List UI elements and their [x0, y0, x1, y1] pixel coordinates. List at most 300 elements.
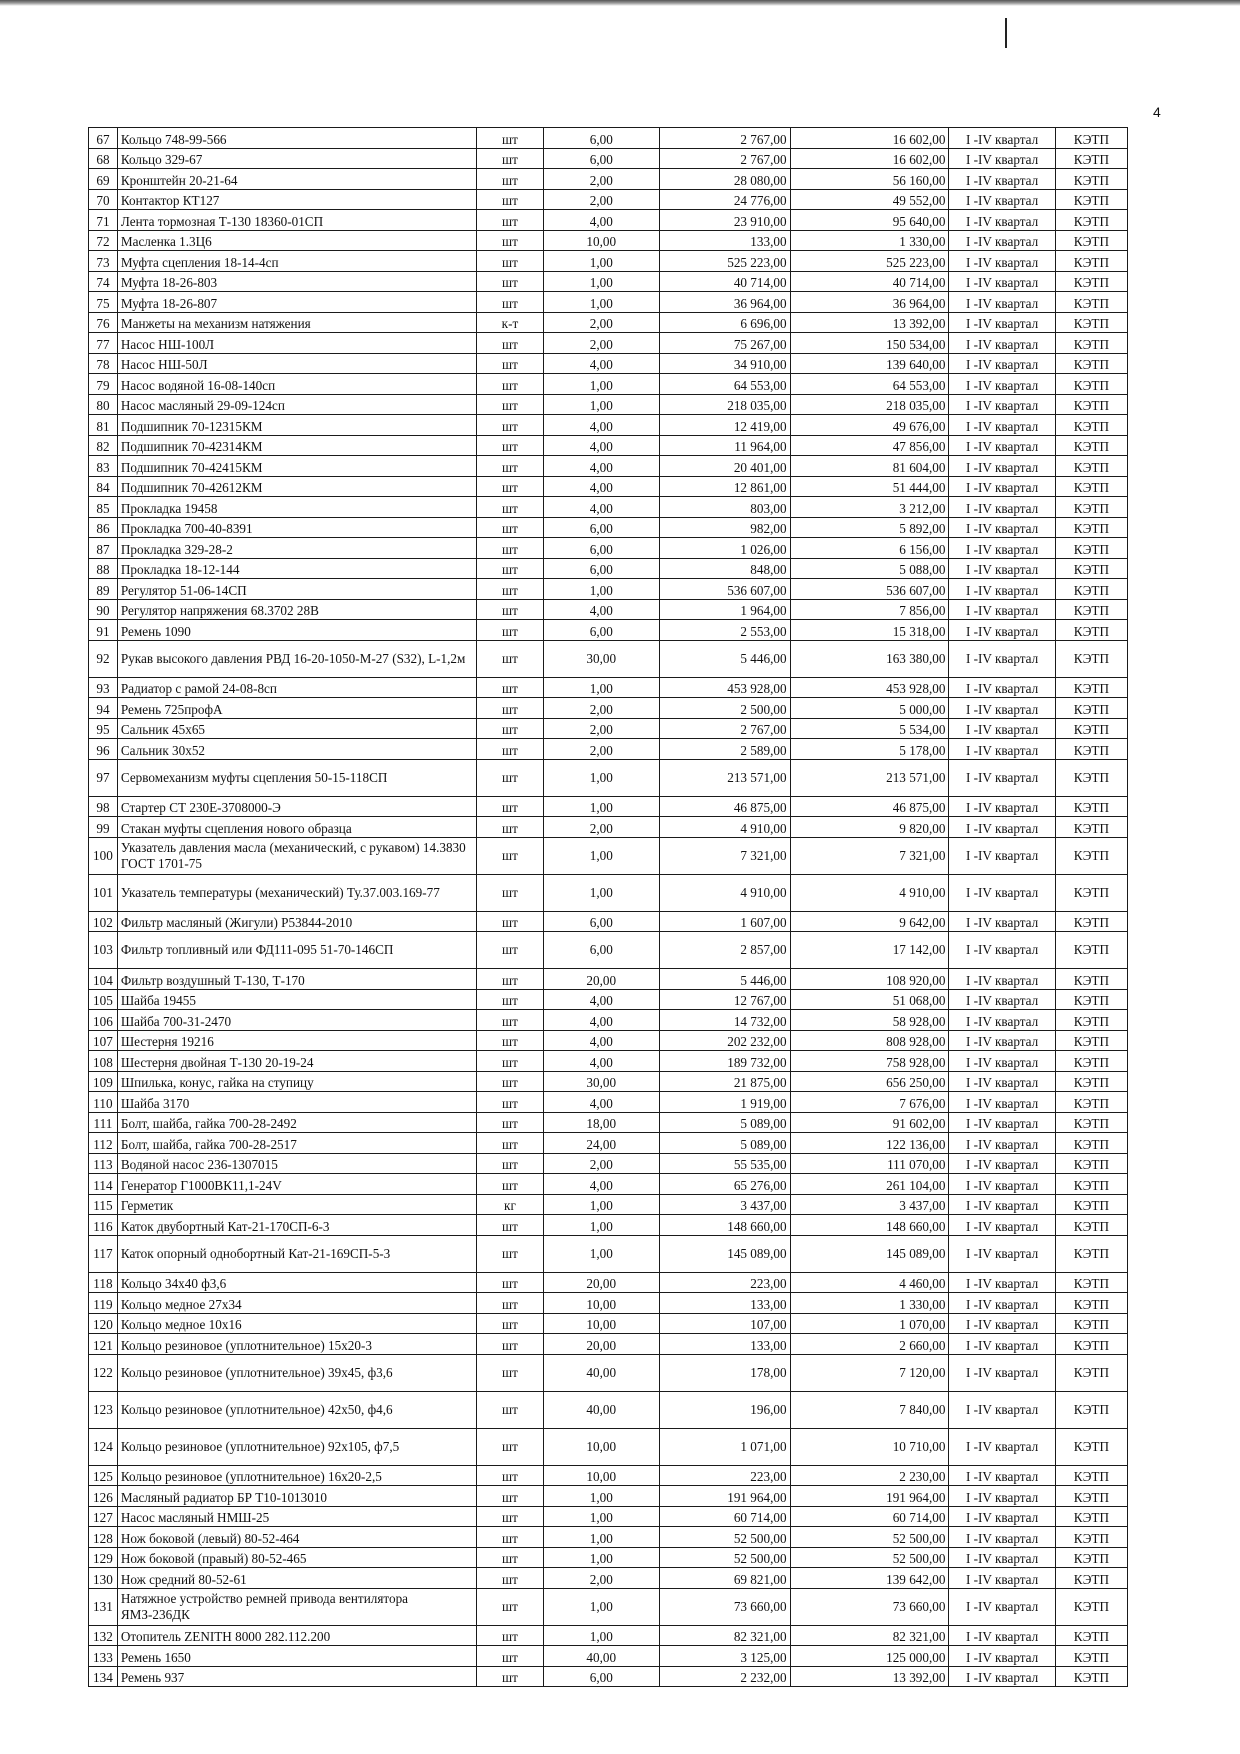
row-number: 132: [89, 1625, 118, 1646]
delivery-period-cell: I -IV квартал: [949, 1465, 1055, 1486]
quantity-cell: 6,00: [543, 932, 659, 969]
row-number: 106: [89, 1010, 118, 1031]
row-number: 116: [89, 1215, 118, 1236]
row-number: 115: [89, 1194, 118, 1215]
delivery-period-cell: I -IV квартал: [949, 394, 1055, 415]
quantity-cell: 6,00: [543, 1666, 659, 1687]
item-name: Контактор КТ127: [117, 189, 476, 210]
unit-cell: шт: [476, 353, 543, 374]
total-cell: 125 000,00: [790, 1646, 949, 1667]
table-row: [89, 476, 1128, 497]
quantity-cell: 2,00: [543, 698, 659, 719]
delivery-period-cell: I -IV квартал: [949, 599, 1055, 620]
recipient-cell: КЭТП: [1055, 1313, 1127, 1334]
unit-cell: шт: [476, 497, 543, 518]
row-number: 82: [89, 435, 118, 456]
table-row: [89, 837, 1128, 874]
row-number: 97: [89, 759, 118, 796]
delivery-period-cell: I -IV квартал: [949, 1272, 1055, 1293]
price-cell: 2 553,00: [659, 620, 790, 641]
item-name: Прокладка 19458: [117, 497, 476, 518]
row-number: 80: [89, 394, 118, 415]
delivery-period-cell: I -IV квартал: [949, 210, 1055, 231]
item-name: Прокладка 329-28-2: [117, 538, 476, 559]
total-cell: 145 089,00: [790, 1235, 949, 1272]
recipient-cell: КЭТП: [1055, 1428, 1127, 1465]
delivery-period-cell: I -IV квартал: [949, 911, 1055, 932]
item-name: Ремень 725профА: [117, 698, 476, 719]
row-number: 71: [89, 210, 118, 231]
total-cell: 5 534,00: [790, 718, 949, 739]
item-name: Насос водяной 16-08-140сп: [117, 374, 476, 395]
total-cell: 150 534,00: [790, 333, 949, 354]
item-name: Кольцо 34х40 ф3,6: [117, 1272, 476, 1293]
price-cell: 34 910,00: [659, 353, 790, 374]
unit-cell: шт: [476, 1588, 543, 1625]
total-cell: 3 437,00: [790, 1194, 949, 1215]
row-number: 101: [89, 874, 118, 911]
delivery-period-cell: I -IV квартал: [949, 1235, 1055, 1272]
quantity-cell: 4,00: [543, 1051, 659, 1072]
price-cell: 1 919,00: [659, 1092, 790, 1113]
quantity-cell: 2,00: [543, 1568, 659, 1589]
recipient-cell: КЭТП: [1055, 1666, 1127, 1687]
price-cell: 1 607,00: [659, 911, 790, 932]
price-cell: 75 267,00: [659, 333, 790, 354]
row-number: 84: [89, 476, 118, 497]
price-cell: 213 571,00: [659, 759, 790, 796]
quantity-cell: 4,00: [543, 435, 659, 456]
quantity-cell: 4,00: [543, 353, 659, 374]
recipient-cell: КЭТП: [1055, 599, 1127, 620]
total-cell: 261 104,00: [790, 1174, 949, 1195]
unit-cell: шт: [476, 698, 543, 719]
table-row: [89, 1354, 1128, 1391]
quantity-cell: 2,00: [543, 312, 659, 333]
unit-cell: шт: [476, 517, 543, 538]
delivery-period-cell: I -IV квартал: [949, 374, 1055, 395]
total-cell: 139 640,00: [790, 353, 949, 374]
delivery-period-cell: I -IV квартал: [949, 169, 1055, 190]
item-name: Болт, шайба, гайка 700-28-2517: [117, 1133, 476, 1154]
quantity-cell: 2,00: [543, 817, 659, 838]
table-row: [89, 1272, 1128, 1293]
row-number: 94: [89, 698, 118, 719]
total-cell: 7 840,00: [790, 1391, 949, 1428]
delivery-period-cell: I -IV квартал: [949, 989, 1055, 1010]
total-cell: 758 928,00: [790, 1051, 949, 1072]
table-row: [89, 620, 1128, 641]
quantity-cell: 1,00: [543, 579, 659, 600]
quantity-cell: 4,00: [543, 415, 659, 436]
price-cell: 1 071,00: [659, 1428, 790, 1465]
recipient-cell: КЭТП: [1055, 1391, 1127, 1428]
item-name: Сальник 45х65: [117, 718, 476, 739]
unit-cell: шт: [476, 394, 543, 415]
quantity-cell: 6,00: [543, 538, 659, 559]
delivery-period-cell: I -IV квартал: [949, 1428, 1055, 1465]
price-cell: 1 026,00: [659, 538, 790, 559]
total-cell: 56 160,00: [790, 169, 949, 190]
quantity-cell: 1,00: [543, 1486, 659, 1507]
total-cell: 213 571,00: [790, 759, 949, 796]
price-cell: 148 660,00: [659, 1215, 790, 1236]
delivery-period-cell: I -IV квартал: [949, 1313, 1055, 1334]
price-cell: 107,00: [659, 1313, 790, 1334]
price-cell: 55 535,00: [659, 1153, 790, 1174]
recipient-cell: КЭТП: [1055, 1174, 1127, 1195]
delivery-period-cell: I -IV квартал: [949, 1666, 1055, 1687]
table-row: [89, 599, 1128, 620]
table-row: [89, 989, 1128, 1010]
recipient-cell: КЭТП: [1055, 698, 1127, 719]
item-name: Лента тормозная Т-130 18360-01СП: [117, 210, 476, 231]
price-cell: 7 321,00: [659, 837, 790, 874]
table-row: [89, 739, 1128, 760]
table-row: [89, 1568, 1128, 1589]
row-number: 130: [89, 1568, 118, 1589]
delivery-period-cell: I -IV квартал: [949, 1486, 1055, 1507]
quantity-cell: 1,00: [543, 1527, 659, 1548]
table-row: [89, 1646, 1128, 1667]
delivery-period-cell: I -IV квартал: [949, 1010, 1055, 1031]
item-name: Насос масляный НМШ-25: [117, 1506, 476, 1527]
row-number: 99: [89, 817, 118, 838]
price-cell: 6 696,00: [659, 312, 790, 333]
unit-cell: шт: [476, 415, 543, 436]
unit-cell: шт: [476, 718, 543, 739]
total-cell: 808 928,00: [790, 1030, 949, 1051]
row-number: 67: [89, 128, 118, 149]
item-name: Прокладка 18-12-144: [117, 558, 476, 579]
unit-cell: шт: [476, 1235, 543, 1272]
recipient-cell: КЭТП: [1055, 292, 1127, 313]
total-cell: 13 392,00: [790, 1666, 949, 1687]
price-cell: 525 223,00: [659, 251, 790, 272]
item-name: Радиатор с рамой 24-08-8сп: [117, 677, 476, 698]
recipient-cell: КЭТП: [1055, 759, 1127, 796]
row-number: 121: [89, 1334, 118, 1355]
recipient-cell: КЭТП: [1055, 210, 1127, 231]
delivery-period-cell: I -IV квартал: [949, 1391, 1055, 1428]
delivery-period-cell: I -IV квартал: [949, 837, 1055, 874]
table-row: [89, 1313, 1128, 1334]
total-cell: 51 444,00: [790, 476, 949, 497]
delivery-period-cell: I -IV квартал: [949, 1092, 1055, 1113]
total-cell: 7 676,00: [790, 1092, 949, 1113]
total-cell: 4 910,00: [790, 874, 949, 911]
price-cell: 189 732,00: [659, 1051, 790, 1072]
item-name: Подшипник 70-42612КМ: [117, 476, 476, 497]
total-cell: 64 553,00: [790, 374, 949, 395]
price-cell: 133,00: [659, 230, 790, 251]
delivery-period-cell: I -IV квартал: [949, 874, 1055, 911]
row-number: 125: [89, 1465, 118, 1486]
table-row: [89, 558, 1128, 579]
recipient-cell: КЭТП: [1055, 1133, 1127, 1154]
unit-cell: шт: [476, 1051, 543, 1072]
item-name: Водяной насос 236-1307015: [117, 1153, 476, 1174]
table-row: [89, 148, 1128, 169]
recipient-cell: КЭТП: [1055, 476, 1127, 497]
quantity-cell: 10,00: [543, 1313, 659, 1334]
total-cell: 9 820,00: [790, 817, 949, 838]
delivery-period-cell: I -IV квартал: [949, 1030, 1055, 1051]
delivery-period-cell: I -IV квартал: [949, 739, 1055, 760]
item-name: Шестерня 19216: [117, 1030, 476, 1051]
table-row: [89, 1527, 1128, 1548]
delivery-period-cell: I -IV квартал: [949, 932, 1055, 969]
recipient-cell: КЭТП: [1055, 1506, 1127, 1527]
row-number: 95: [89, 718, 118, 739]
quantity-cell: 20,00: [543, 1334, 659, 1355]
total-cell: 73 660,00: [790, 1588, 949, 1625]
row-number: 98: [89, 796, 118, 817]
total-cell: 91 602,00: [790, 1112, 949, 1133]
recipient-cell: КЭТП: [1055, 1465, 1127, 1486]
unit-cell: шт: [476, 1215, 543, 1236]
quantity-cell: 4,00: [543, 476, 659, 497]
row-number: 105: [89, 989, 118, 1010]
total-cell: 47 856,00: [790, 435, 949, 456]
recipient-cell: КЭТП: [1055, 1235, 1127, 1272]
total-cell: 536 607,00: [790, 579, 949, 600]
item-name: Кольцо резиновое (уплотнительное) 92х105, ф7,5: [117, 1428, 476, 1465]
recipient-cell: КЭТП: [1055, 1625, 1127, 1646]
delivery-period-cell: I -IV квартал: [949, 1194, 1055, 1215]
quantity-cell: 30,00: [543, 640, 659, 677]
price-cell: 46 875,00: [659, 796, 790, 817]
total-cell: 139 642,00: [790, 1568, 949, 1589]
unit-cell: шт: [476, 230, 543, 251]
table-row: [89, 1030, 1128, 1051]
item-name: Сальник 30х52: [117, 739, 476, 760]
item-name: Насос масляный 29-09-124сп: [117, 394, 476, 415]
recipient-cell: КЭТП: [1055, 1092, 1127, 1113]
table-row: [89, 1486, 1128, 1507]
item-name: Каток опорный однобортный Кат-21-169СП-5-3: [117, 1235, 476, 1272]
delivery-period-cell: I -IV квартал: [949, 1215, 1055, 1236]
total-cell: 5 892,00: [790, 517, 949, 538]
row-number: 88: [89, 558, 118, 579]
total-cell: 1 330,00: [790, 1293, 949, 1314]
quantity-cell: 30,00: [543, 1071, 659, 1092]
recipient-cell: КЭТП: [1055, 1112, 1127, 1133]
price-cell: 11 964,00: [659, 435, 790, 456]
item-name: Кронштейн 20-21-64: [117, 169, 476, 190]
recipient-cell: КЭТП: [1055, 837, 1127, 874]
item-name: Стартер СТ 230Е-3708000-Э: [117, 796, 476, 817]
price-cell: 5 089,00: [659, 1133, 790, 1154]
row-number: 111: [89, 1112, 118, 1133]
table-row: [89, 1506, 1128, 1527]
table-row: [89, 169, 1128, 190]
item-name: Муфта 18-26-803: [117, 271, 476, 292]
unit-cell: шт: [476, 210, 543, 231]
unit-cell: к-т: [476, 312, 543, 333]
recipient-cell: КЭТП: [1055, 620, 1127, 641]
price-cell: 453 928,00: [659, 677, 790, 698]
table-row: [89, 1194, 1128, 1215]
total-cell: 16 602,00: [790, 128, 949, 149]
item-name: Болт, шайба, гайка 700-28-2492: [117, 1112, 476, 1133]
item-name: Шестерня двойная Т-130 20-19-24: [117, 1051, 476, 1072]
table-row: [89, 1465, 1128, 1486]
item-name: Герметик: [117, 1194, 476, 1215]
recipient-cell: КЭТП: [1055, 333, 1127, 354]
quantity-cell: 1,00: [543, 796, 659, 817]
total-cell: 58 928,00: [790, 1010, 949, 1031]
total-cell: 1 070,00: [790, 1313, 949, 1334]
table-row: [89, 698, 1128, 719]
total-cell: 5 088,00: [790, 558, 949, 579]
price-cell: 223,00: [659, 1272, 790, 1293]
recipient-cell: КЭТП: [1055, 1051, 1127, 1072]
quantity-cell: 18,00: [543, 1112, 659, 1133]
delivery-period-cell: I -IV квартал: [949, 1527, 1055, 1548]
item-name: Ремень 1090: [117, 620, 476, 641]
price-cell: 133,00: [659, 1334, 790, 1355]
item-name: Кольцо резиновое (уплотнительное) 15х20-3: [117, 1334, 476, 1355]
quantity-cell: 4,00: [543, 989, 659, 1010]
quantity-cell: 2,00: [543, 189, 659, 210]
table-row: [89, 1666, 1128, 1687]
total-cell: 191 964,00: [790, 1486, 949, 1507]
row-number: 76: [89, 312, 118, 333]
unit-cell: шт: [476, 989, 543, 1010]
table-row: [89, 579, 1128, 600]
price-cell: 82 321,00: [659, 1625, 790, 1646]
table-row: [89, 538, 1128, 559]
recipient-cell: КЭТП: [1055, 1486, 1127, 1507]
unit-cell: шт: [476, 1174, 543, 1195]
quantity-cell: 1,00: [543, 1194, 659, 1215]
item-name: Сервомеханизм муфты сцепления 50-15-118СП: [117, 759, 476, 796]
total-cell: 7 321,00: [790, 837, 949, 874]
price-cell: 5 446,00: [659, 640, 790, 677]
item-name: Насос НШ-100Л: [117, 333, 476, 354]
unit-cell: шт: [476, 677, 543, 698]
row-number: 86: [89, 517, 118, 538]
total-cell: 218 035,00: [790, 394, 949, 415]
unit-cell: шт: [476, 1465, 543, 1486]
item-name: Шайба 19455: [117, 989, 476, 1010]
delivery-period-cell: I -IV квартал: [949, 1568, 1055, 1589]
row-number: 73: [89, 251, 118, 272]
quantity-cell: 1,00: [543, 759, 659, 796]
item-name: Кольцо медное 10х16: [117, 1313, 476, 1334]
total-cell: 52 500,00: [790, 1527, 949, 1548]
delivery-period-cell: I -IV квартал: [949, 1071, 1055, 1092]
table-row: [89, 1547, 1128, 1568]
item-name: Масляный радиатор БР Т10-1013010: [117, 1486, 476, 1507]
row-number: 113: [89, 1153, 118, 1174]
delivery-period-cell: I -IV квартал: [949, 435, 1055, 456]
recipient-cell: КЭТП: [1055, 1030, 1127, 1051]
price-cell: 178,00: [659, 1354, 790, 1391]
item-name: Отопитель ZENITH 8000 282.112.200: [117, 1625, 476, 1646]
unit-cell: шт: [476, 932, 543, 969]
total-cell: 10 710,00: [790, 1428, 949, 1465]
table-row: [89, 817, 1128, 838]
unit-cell: шт: [476, 435, 543, 456]
recipient-cell: КЭТП: [1055, 1153, 1127, 1174]
quantity-cell: 4,00: [543, 456, 659, 477]
item-name: Манжеты на механизм натяжения: [117, 312, 476, 333]
total-cell: 2 660,00: [790, 1334, 949, 1355]
unit-cell: шт: [476, 579, 543, 600]
row-number: 77: [89, 333, 118, 354]
row-number: 87: [89, 538, 118, 559]
items-table: [88, 127, 1128, 1687]
unit-cell: шт: [476, 1313, 543, 1334]
quantity-cell: 6,00: [543, 911, 659, 932]
row-number: 91: [89, 620, 118, 641]
recipient-cell: КЭТП: [1055, 677, 1127, 698]
unit-cell: шт: [476, 817, 543, 838]
recipient-cell: КЭТП: [1055, 558, 1127, 579]
total-cell: 95 640,00: [790, 210, 949, 231]
item-name: Натяжное устройство ремней привода вентилятора ЯМЗ-236ДК: [117, 1588, 476, 1625]
price-cell: 23 910,00: [659, 210, 790, 231]
total-cell: 49 552,00: [790, 189, 949, 210]
row-number: 128: [89, 1527, 118, 1548]
table-row: [89, 640, 1128, 677]
table-row: [89, 230, 1128, 251]
unit-cell: шт: [476, 837, 543, 874]
delivery-period-cell: I -IV квартал: [949, 189, 1055, 210]
unit-cell: шт: [476, 1391, 543, 1428]
price-cell: 1 964,00: [659, 599, 790, 620]
item-name: Нож боковой (левый) 80-52-464: [117, 1527, 476, 1548]
price-cell: 14 732,00: [659, 1010, 790, 1031]
unit-cell: шт: [476, 1071, 543, 1092]
item-name: Ремень 937: [117, 1666, 476, 1687]
total-cell: 7 120,00: [790, 1354, 949, 1391]
total-cell: 3 212,00: [790, 497, 949, 518]
quantity-cell: 1,00: [543, 1215, 659, 1236]
row-number: 108: [89, 1051, 118, 1072]
recipient-cell: КЭТП: [1055, 189, 1127, 210]
price-cell: 133,00: [659, 1293, 790, 1314]
item-name: Кольцо 329-67: [117, 148, 476, 169]
unit-cell: шт: [476, 911, 543, 932]
recipient-cell: КЭТП: [1055, 435, 1127, 456]
delivery-period-cell: I -IV квартал: [949, 1051, 1055, 1072]
item-name: Шпилька, конус, гайка на ступицу: [117, 1071, 476, 1092]
unit-cell: шт: [476, 538, 543, 559]
recipient-cell: КЭТП: [1055, 1547, 1127, 1568]
price-cell: 218 035,00: [659, 394, 790, 415]
recipient-cell: КЭТП: [1055, 251, 1127, 272]
item-name: Регулятор 51-06-14СП: [117, 579, 476, 600]
delivery-period-cell: I -IV квартал: [949, 538, 1055, 559]
unit-cell: шт: [476, 1153, 543, 1174]
row-number: 89: [89, 579, 118, 600]
total-cell: 2 230,00: [790, 1465, 949, 1486]
table-row: [89, 1051, 1128, 1072]
delivery-period-cell: I -IV квартал: [949, 1646, 1055, 1667]
row-number: 75: [89, 292, 118, 313]
quantity-cell: 1,00: [543, 837, 659, 874]
table-row: [89, 1092, 1128, 1113]
quantity-cell: 1,00: [543, 271, 659, 292]
delivery-period-cell: I -IV квартал: [949, 677, 1055, 698]
delivery-period-cell: I -IV квартал: [949, 1354, 1055, 1391]
price-cell: 21 875,00: [659, 1071, 790, 1092]
delivery-period-cell: I -IV квартал: [949, 271, 1055, 292]
table-row: [89, 128, 1128, 149]
